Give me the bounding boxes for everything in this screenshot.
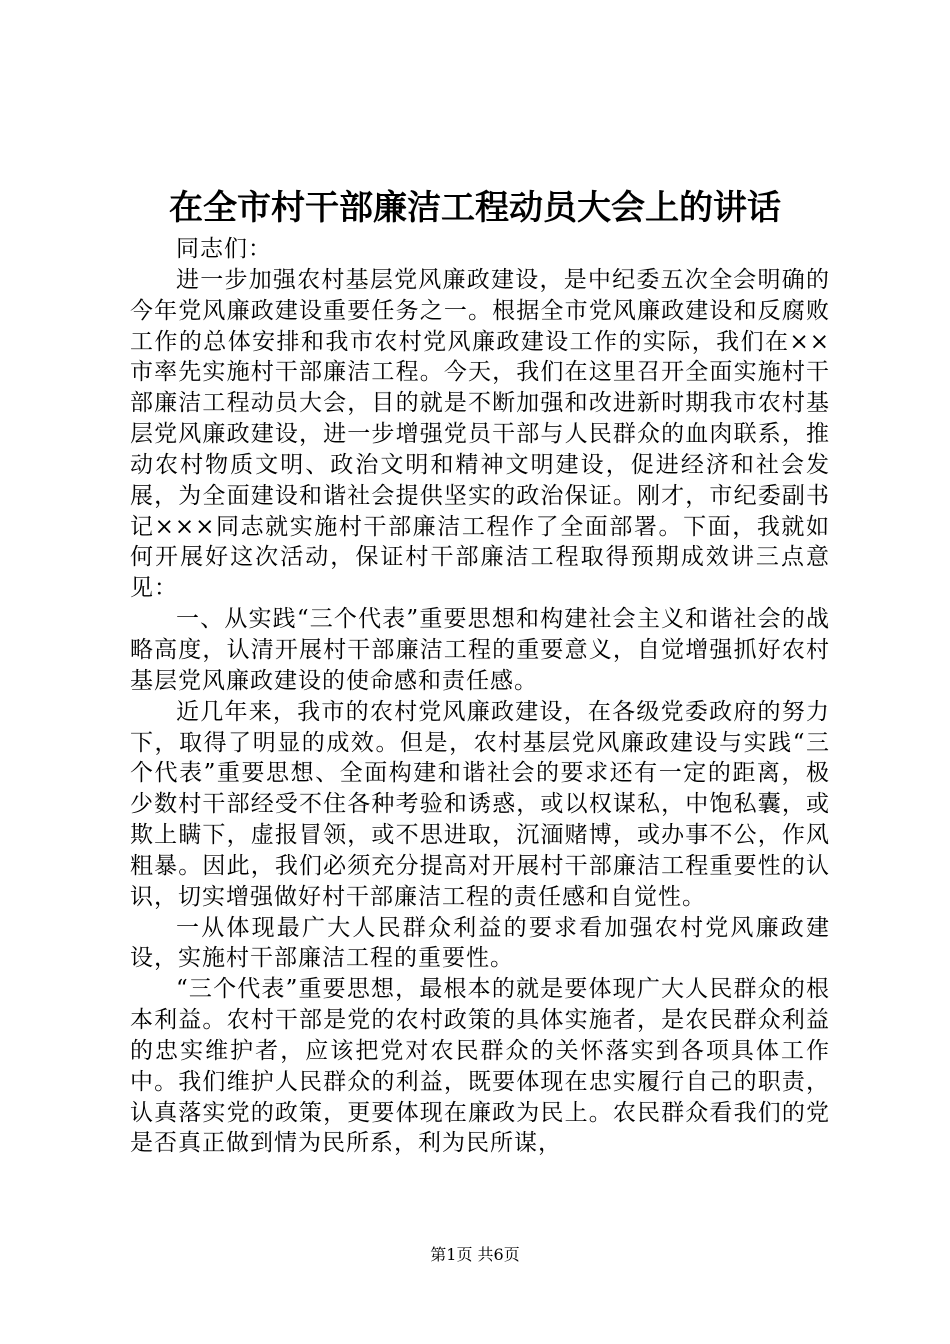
document-body <box>130 234 830 1159</box>
body-paragraph: 近几年来，我市的农村党风廉政建设，在各级党委政府的努力下，取得了明显的成效。但是，农村基层党风廉政建设与实践“三个代表”重要思想、全面构建和谐社会的要求还有一定的距离，极少数村干部经受不住各种考验和诱惑，或以权谋私，中饱私囊，或欺上瞒下，虚报冒领，或不思进取，沉湎赌博，或办事不公，作风粗暴。因此，我们必须充分提高对开展村干部廉洁工程重要性的认识，切实增强做好村干部廉洁工程的责任感和自觉性。 <box>130 698 830 910</box>
salutation-paragraph: 同志们： <box>176 236 272 262</box>
page-number-footer: 第1页 共6页 <box>430 1245 520 1264</box>
body-paragraph: 一、从实践“三个代表”重要思想和构建社会主义和谐社会的战略高度，认清开展村干部廉洁工程的重要意义，自觉增强抓好农村基层党风廉政建设的使命感和责任感。 <box>130 606 830 694</box>
body-paragraph: “三个代表”重要思想，最根本的就是要体现广大人民群众的根本利益。农村干部是党的农村政策的具体实施者，是农民群众利益的忠实维护者，应该把党对农民群众的关怀落实到各项具体工作中。我们维护人民群众的利益，既要体现在忠实履行自己的职责，认真落实党的政策，更要体现在廉政为民上。农民群众看我们的党是否真正做到情为民所系，利为民所谋， <box>130 976 830 1157</box>
body-paragraph: 一从体现最广大人民群众利益的要求看加强农村党风廉政建设，实施村干部廉洁工程的重要性。 <box>130 914 830 972</box>
document-title: 在全市村干部廉洁工程动员大会上的讲话 <box>169 188 781 228</box>
body-paragraph: 进一步加强农村基层党风廉政建设，是中纪委五次全会明确的今年党风廉政建设重要任务之一。根据全市党风廉政建设和反腐败工作的总体安排和我市农村党风廉政建设工作的实际，我们在××市率先实施村干部廉洁工程。今天，我们在这里召开全面实施村干部廉洁工程动员大会，目的就是不断加强和改进新时期我市农村基层党风廉政建设，进一步增强党员干部与人民群众的血肉联系，推动农村物质文明、政治文明和精神文明建设，促进经济和社会发展，为全面建设和谐社会提供坚实的政治保证。刚才，市纪委副书记×××同志就实施村干部廉洁工程作了全面部署。下面，我就如何开展好这次活动，保证村干部廉洁工程取得预期成效讲三点意见： <box>130 266 830 602</box>
